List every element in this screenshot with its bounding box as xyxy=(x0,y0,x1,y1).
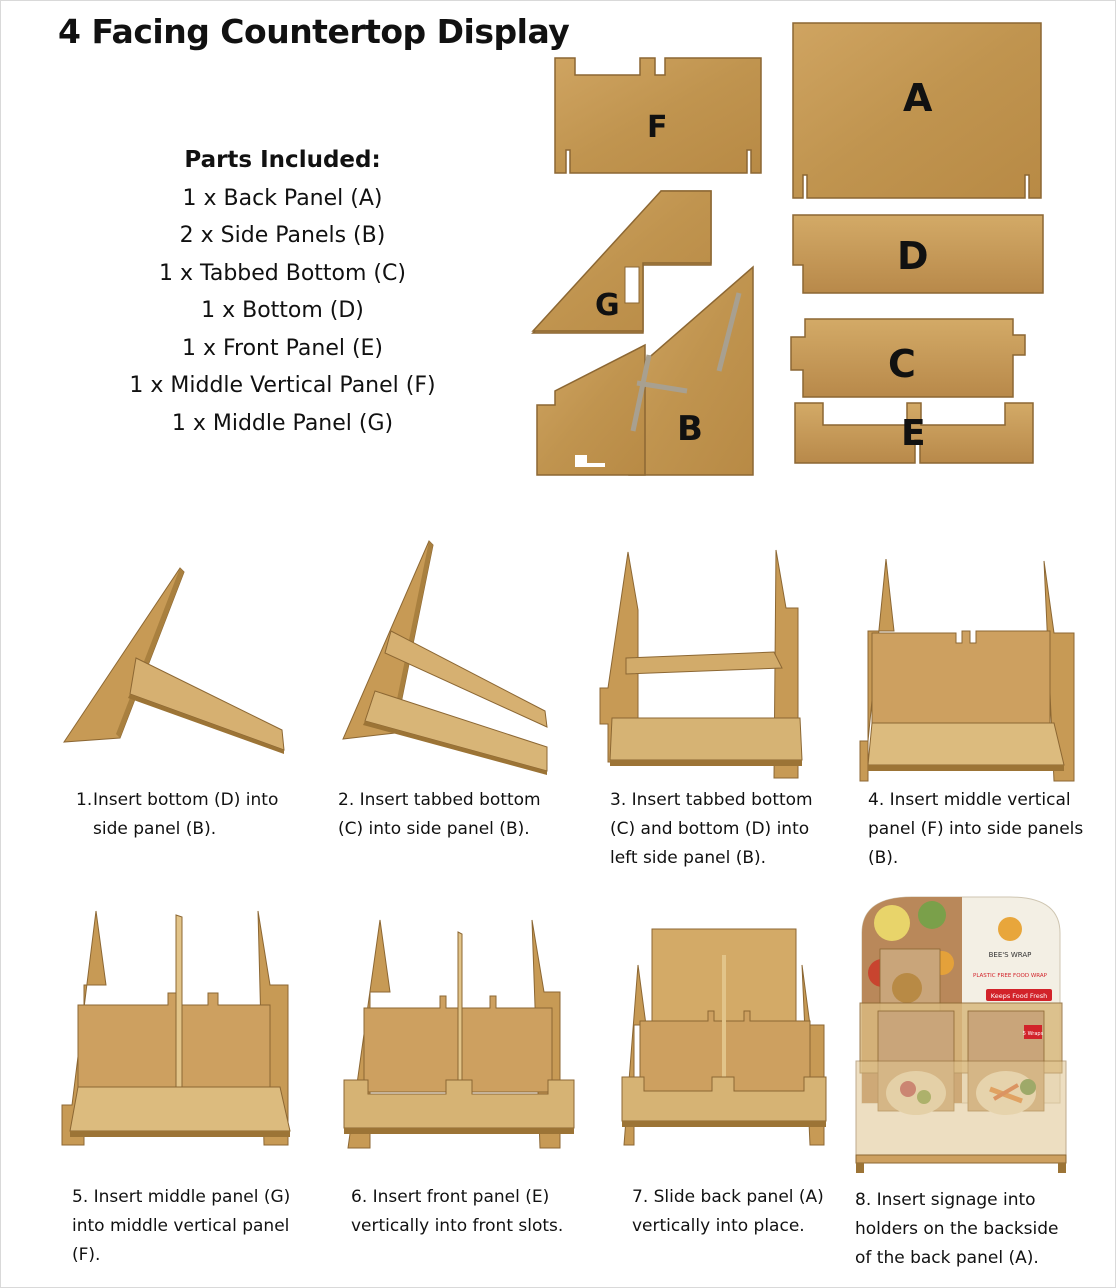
label-c: C xyxy=(888,342,916,386)
step-text: Insert tabbed bottom (C) and bottom (D) into left side panel (B). xyxy=(610,790,813,868)
label-g: G xyxy=(595,288,620,323)
step-4-caption xyxy=(868,786,1090,873)
step-2-caption xyxy=(338,786,568,844)
step-3-photo xyxy=(598,548,818,780)
parts-item: 1 x Middle Vertical Panel (F) xyxy=(129,373,436,398)
step-number: 5. xyxy=(72,1187,89,1207)
parts-item: 1 x Middle Panel (G) xyxy=(171,410,394,436)
step-6-caption xyxy=(351,1183,591,1241)
parts-item: 1 x Front Panel (E) xyxy=(181,335,384,361)
bee-logo-icon xyxy=(998,917,1022,941)
step-number: 4. xyxy=(868,790,885,810)
sign-banner: Keeps Food Fresh xyxy=(990,992,1048,1000)
step-text: Insert front panel (E) vertically into front slots. xyxy=(351,1187,564,1236)
step-number: 7. xyxy=(632,1187,649,1207)
label-d: D xyxy=(897,234,929,278)
step-8-photo xyxy=(852,893,1070,1175)
step-number: 8. xyxy=(855,1190,872,1210)
step-text: Insert bottom (D) into side panel (B). xyxy=(93,790,279,839)
step-number: 1. xyxy=(76,790,93,810)
label-f: F xyxy=(647,110,668,145)
step-1-caption xyxy=(76,786,313,844)
parts-photo xyxy=(525,15,1055,485)
step-7-photo xyxy=(620,925,830,1157)
step-5-caption xyxy=(72,1183,302,1270)
step-number: 2. xyxy=(338,790,355,810)
step-text: Slide back panel (A) vertically into place. xyxy=(632,1187,824,1236)
sign-brand: BEE'S WRAP xyxy=(988,951,1032,959)
step-text: Insert middle vertical panel (F) into side panels (B). xyxy=(868,790,1084,868)
parts-item: 1 x Tabbed Bottom (C) xyxy=(159,260,406,286)
step-text: Insert middle panel (G) into middle vertical panel (F). xyxy=(72,1187,291,1265)
step-3-caption xyxy=(610,786,832,873)
step-2-photo xyxy=(335,535,555,775)
page-title: 4 Facing Countertop Display xyxy=(58,12,570,51)
parts-list xyxy=(80,142,485,442)
parts-item: 1 x Back Panel (A) xyxy=(182,185,383,211)
sign-tagline: PLASTIC FREE FOOD WRAP xyxy=(973,973,1047,979)
label-a: A xyxy=(903,76,933,120)
label-b: B xyxy=(677,409,703,449)
parts-heading: Parts Included: xyxy=(184,147,381,173)
sign-pack-badge: 5 Wraps xyxy=(1022,1031,1044,1037)
step-number: 3. xyxy=(610,790,627,810)
label-e: E xyxy=(901,413,926,454)
step-text: Insert tabbed bottom (C) into side panel (B). xyxy=(338,790,541,839)
step-number: 6. xyxy=(351,1187,368,1207)
parts-item: 1 x Bottom (D) xyxy=(201,298,364,323)
step-text: Insert signage into holders on the backside of the back panel (A). xyxy=(855,1190,1059,1268)
parts-item: 2 x Side Panels (B) xyxy=(179,223,386,248)
step-7-caption xyxy=(632,1183,836,1241)
step-5-photo xyxy=(58,905,308,1155)
step-8-caption xyxy=(855,1186,1075,1273)
step-1-photo xyxy=(60,560,290,760)
step-6-photo xyxy=(340,912,582,1157)
panel-b-front xyxy=(537,345,645,475)
step-4-photo xyxy=(858,555,1078,785)
